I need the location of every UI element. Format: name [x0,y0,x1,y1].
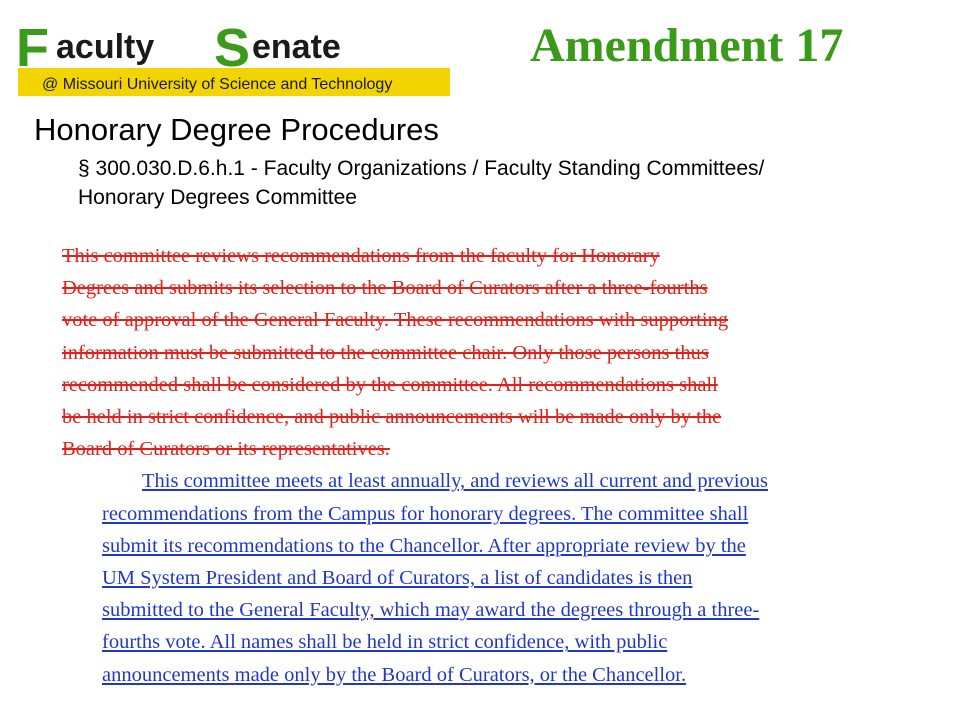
faculty-senate-logo [14,14,454,104]
logo-graphic [14,14,454,104]
struck-line: information must be submitted to the committee chair. Only those persons thus [62,341,709,364]
logo-s-letter: S [214,18,251,78]
inserted-line: UM System President and Board of Curators, a list of candidates is then [102,567,693,590]
struck-text-block [62,240,942,465]
amendment-body [62,240,942,691]
page-title: Amendment 17 [530,19,844,72]
logo-word-enate: enate [252,28,341,66]
section-reference [78,154,958,212]
inserted-text-block [62,465,942,690]
section-reference-line: § 300.030.D.6.h.1 - Faculty Organizations / Faculty Standing Committees/ [78,157,765,180]
inserted-line: fourths vote. All names shall be held in strict confidence, with public [102,631,668,654]
struck-line: Degrees and submits its selection to the Board of Curators after a three-fourths [62,277,708,300]
struck-line: vote of approval of the General Faculty. These recommendations with supporting [62,309,729,332]
struck-line: Board of Curators or its representatives. [62,438,390,461]
struck-line: This committee reviews recommendations from the faculty for Honorary [62,245,660,267]
logo-f-letter: F [16,18,49,78]
inserted-line: submit its recommendations to the Chancellor. After appropriate review by the [102,534,746,557]
logo-subtitle: @ Missouri University of Science and Technology [42,76,393,93]
inserted-line: announcements made only by the Board of Curators, or the Chancellor. [102,663,687,686]
inserted-line: This committee meets at least annually, and reviews all current and previous [142,470,768,493]
section-reference-line: Honorary Degrees Committee [78,186,357,209]
section-heading: Honorary Degree Procedures [34,112,439,147]
inserted-line: recommendations from the Campus for honorary degrees. The committee shall [102,502,749,525]
struck-line: recommended shall be considered by the committee. All recommendations shall [62,373,718,396]
inserted-line: submitted to the General Faculty, which may award the degrees through a three- [102,599,760,622]
logo-word-aculty: aculty [56,28,155,66]
struck-line: be held in strict confidence, and public announcements will be made only by the [62,406,722,429]
